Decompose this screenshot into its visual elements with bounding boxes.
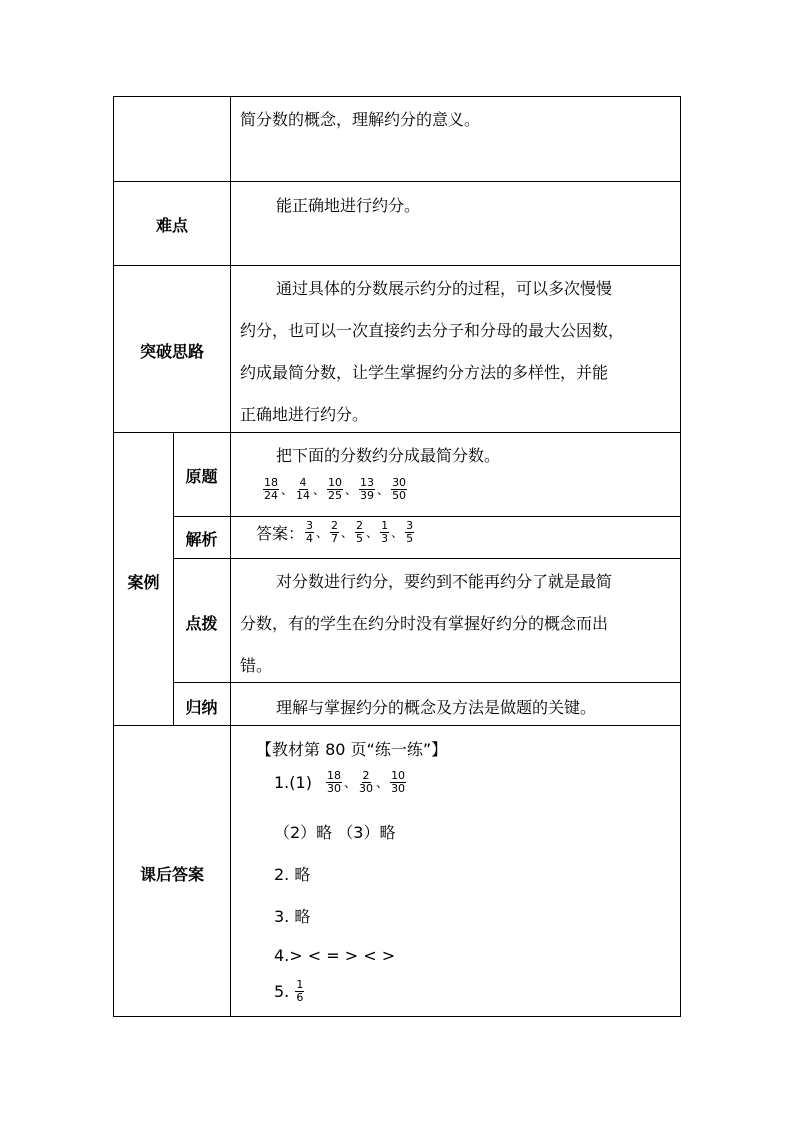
answers-heading: 【教材第 80 页“练一练”】 bbox=[256, 740, 448, 759]
q1-prefix: 1.(1) bbox=[274, 773, 312, 792]
approach-line: 约分，也可以一次直接约去分子和分母的最大公因数， bbox=[240, 321, 625, 340]
denominator: 50 bbox=[392, 489, 407, 502]
fraction bbox=[327, 477, 343, 502]
original-prompt: 把下面的分数约分成最简分数。 bbox=[276, 446, 501, 465]
fraction bbox=[355, 520, 364, 545]
numerator: 10 bbox=[328, 476, 343, 489]
separator: 、 bbox=[377, 483, 390, 497]
denominator: 14 bbox=[296, 489, 311, 502]
separator: 、 bbox=[281, 483, 294, 497]
approach-line: 正确地进行约分。 bbox=[240, 405, 369, 424]
fraction bbox=[330, 520, 339, 545]
denominator: 30 bbox=[327, 782, 342, 795]
approach-line: 通过具体的分数展示约分的过程，可以多次慢慢 bbox=[276, 279, 613, 298]
answers-label: 课后答案 bbox=[139, 865, 204, 884]
denominator: 24 bbox=[264, 489, 278, 502]
lesson-table bbox=[113, 96, 681, 1017]
tip-line: 对分数进行约分，要约到不能再约分了就是最简 bbox=[276, 572, 613, 591]
denominator: 7 bbox=[331, 532, 339, 545]
subrow-divider bbox=[173, 682, 680, 683]
analysis-answer bbox=[256, 520, 415, 545]
difficulty-label: 难点 bbox=[155, 216, 188, 235]
answer-q4: 4.> < = > < > bbox=[274, 946, 396, 965]
numerator: 1 bbox=[381, 519, 389, 532]
numerator: 4 bbox=[299, 476, 307, 489]
q5-prefix: 5. bbox=[274, 982, 290, 1001]
numerator: 2 bbox=[331, 519, 339, 532]
approach-label: 突破思路 bbox=[139, 342, 204, 361]
tip-label: 点拨 bbox=[185, 614, 218, 633]
row-divider bbox=[114, 725, 680, 726]
denominator: 30 bbox=[359, 782, 374, 795]
answer-q2: 2. 略 bbox=[274, 865, 311, 884]
approach-line: 约成最简分数，让学生掌握约分方法的多样性，并能 bbox=[240, 363, 609, 382]
numerator: 3 bbox=[306, 519, 314, 532]
denominator: 5 bbox=[356, 532, 364, 545]
numerator: 1 bbox=[296, 978, 304, 991]
separator: 、 bbox=[391, 526, 404, 540]
analysis-label: 解析 bbox=[185, 530, 218, 549]
fraction bbox=[295, 477, 311, 502]
denominator: 4 bbox=[306, 532, 314, 545]
case-label: 案例 bbox=[127, 573, 160, 592]
difficulty-content: 能正确地进行约分。 bbox=[276, 196, 421, 215]
answer-q1 bbox=[274, 770, 407, 795]
denominator: 25 bbox=[328, 489, 343, 502]
denominator: 3 bbox=[381, 532, 389, 545]
separator: 、 bbox=[366, 526, 379, 540]
separator: 、 bbox=[313, 483, 326, 497]
subrow-divider bbox=[173, 516, 680, 517]
summary-content: 理解与掌握约分的概念及方法是做题的关键。 bbox=[276, 698, 597, 717]
denominator: 6 bbox=[296, 991, 304, 1004]
fraction bbox=[405, 520, 414, 545]
tip-line: 错。 bbox=[240, 656, 273, 675]
row-divider bbox=[114, 265, 680, 266]
separator: 、 bbox=[376, 776, 389, 790]
fraction bbox=[305, 520, 314, 545]
original-label: 原题 bbox=[185, 467, 218, 486]
denominator: 5 bbox=[406, 532, 414, 545]
answer-q5 bbox=[274, 979, 305, 1004]
fraction bbox=[390, 770, 406, 795]
column-divider bbox=[230, 97, 231, 1016]
summary-label: 归纳 bbox=[185, 698, 218, 717]
fraction bbox=[391, 477, 407, 502]
separator: 、 bbox=[316, 526, 329, 540]
numerator: 10 bbox=[391, 769, 406, 782]
fraction bbox=[359, 477, 375, 502]
denominator: 39 bbox=[360, 489, 375, 502]
answer-q3: 3. 略 bbox=[274, 907, 311, 926]
separator: 、 bbox=[341, 526, 354, 540]
fraction bbox=[358, 770, 374, 795]
answer-q1-rest: （2）略 （3）略 bbox=[274, 823, 396, 842]
numerator: 2 bbox=[356, 519, 364, 532]
separator: 、 bbox=[345, 483, 358, 497]
fraction bbox=[380, 520, 389, 545]
numerator: 13 bbox=[360, 476, 375, 489]
numerator: 18 bbox=[327, 769, 342, 782]
numerator: 2 bbox=[362, 769, 370, 782]
numerator: 3 bbox=[406, 519, 414, 532]
row-divider bbox=[114, 181, 680, 182]
fraction bbox=[263, 477, 279, 502]
subrow-divider bbox=[173, 558, 680, 559]
tip-line: 分数，有的学生在约分时没有掌握好约分的概念而出 bbox=[240, 614, 609, 633]
fraction bbox=[326, 770, 342, 795]
row-divider bbox=[114, 432, 680, 433]
numerator: 30 bbox=[392, 476, 407, 489]
top-continuation-text: 简分数的概念，理解约分的意义。 bbox=[240, 110, 481, 129]
original-fractions bbox=[262, 477, 408, 502]
fraction bbox=[295, 979, 304, 1004]
denominator: 30 bbox=[391, 782, 406, 795]
numerator: 18 bbox=[264, 476, 278, 489]
separator: 、 bbox=[344, 776, 357, 790]
answer-prefix: 答案： bbox=[256, 524, 305, 543]
